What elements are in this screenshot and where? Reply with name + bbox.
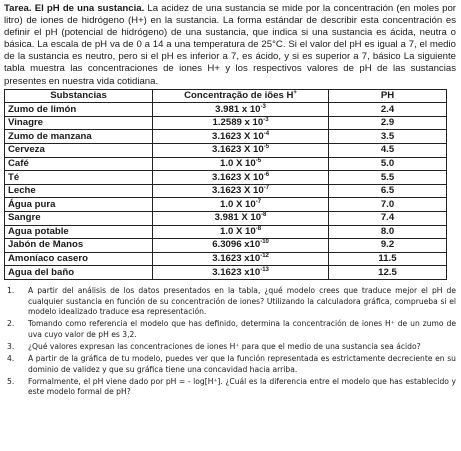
ph-value: 9.2 xyxy=(328,239,446,253)
question-item xyxy=(4,342,456,353)
ion-concentration xyxy=(153,212,329,226)
concentration-mantissa: 3.1623 X 10 xyxy=(211,130,264,142)
ion-concentration xyxy=(153,252,329,266)
ion-concentration xyxy=(153,103,329,117)
concentration-exponent: -10 xyxy=(260,239,269,246)
concentration-mantissa: 1.2589 x 10 xyxy=(212,117,264,129)
ph-value: 11.5 xyxy=(328,252,446,266)
table-header-row xyxy=(5,89,447,103)
ion-concentration xyxy=(153,266,329,280)
ion-concentration xyxy=(153,225,329,239)
question-list xyxy=(4,286,456,398)
ion-concentration xyxy=(153,130,329,144)
concentration-exponent: -8 xyxy=(261,212,267,219)
table-row xyxy=(5,266,447,280)
question-text: ¿Qué valores expresan las concentraciones de iones H⁺ para que el medio de una sustancia sea ácido? xyxy=(28,341,421,351)
table-row xyxy=(5,239,447,253)
concentration-mantissa: 3.1623 X 10 xyxy=(211,171,264,183)
task-title: Tarea. El pH de una sustancia. xyxy=(4,3,145,14)
question-item xyxy=(4,354,456,375)
ph-value: 12.5 xyxy=(328,266,446,280)
concentration-mantissa: 3.1623 x10 xyxy=(212,266,261,278)
substance-name: Vinagre xyxy=(5,116,153,130)
concentration-mantissa: 3.981 x 10 xyxy=(215,103,261,115)
table-row xyxy=(5,171,447,185)
ph-value: 5.5 xyxy=(328,171,446,185)
concentration-mantissa: 3.1623 x10 xyxy=(212,253,261,265)
concentration-exponent: -7 xyxy=(263,185,270,192)
substance-name: Amoníaco casero xyxy=(5,252,153,266)
ion-concentration xyxy=(153,116,329,130)
question-number: 5. xyxy=(7,376,15,386)
substance-name: Té xyxy=(5,171,153,185)
concentration-exponent: -4 xyxy=(263,130,270,137)
question-item xyxy=(4,286,456,318)
table-row xyxy=(5,157,447,171)
ph-value: 7.0 xyxy=(328,198,446,212)
concentration-mantissa: 1.0 X 10 xyxy=(219,198,256,210)
header-superscript: + xyxy=(293,89,297,96)
substance-name: Agua del baño xyxy=(5,266,153,280)
ph-value: 6.5 xyxy=(328,184,446,198)
question-text: Formalmente, el pH viene dado por pH = - log[H⁺]. ¿Cuál es la diferencia entre el modelo que has establecido y este modelo formal de pH? xyxy=(28,376,456,397)
ph-value: 7.4 xyxy=(328,212,446,226)
concentration-exponent: -3 xyxy=(260,103,266,110)
ion-concentration xyxy=(153,198,329,212)
substance-name: Zumo de limón xyxy=(5,103,153,117)
header-substances: Substancias xyxy=(5,89,153,103)
ion-concentration xyxy=(153,171,329,185)
concentration-exponent: -8 xyxy=(255,225,262,232)
concentration-mantissa: 6.3096 x10 xyxy=(212,239,261,251)
intro-body: La acidez de una sustancia se mide por la concentración (en moles por litro) de iones de hidrógeno (H+) en la sustancia. La forma estándar de describir esta concentración es definir el pH (potencial de hidrógeno) de una sustancia, que indica si una sustancia es ácida, neutra o básica. La escala de pH va de 0 a 14 a una temperatura de 25°C. Si el valor del pH es igual a 7, el medio de la sustancia es neutro, pero si el pH es inferior a 7, es ácido, y si es superior a 7, básico La siguiente tabla muestra las concentraciones de iones H+ y los respectivos valores de pH de las sustancias presentes en nuestra vida cotidiana. xyxy=(4,3,456,87)
question-number: 2. xyxy=(7,319,15,329)
concentration-exponent: -5 xyxy=(263,144,270,151)
table-row xyxy=(5,116,447,130)
ph-value: 4.5 xyxy=(328,144,446,158)
table-body xyxy=(5,103,447,280)
ph-value: 8.0 xyxy=(328,225,446,239)
substance-name: Cerveza xyxy=(5,144,153,158)
substance-name: Jabón de Manos xyxy=(5,239,153,253)
table-row xyxy=(5,252,447,266)
concentration-mantissa: 3.1623 X 10 xyxy=(211,185,264,197)
substance-name: Café xyxy=(5,157,153,171)
ph-value: 2.9 xyxy=(328,116,446,130)
table-row xyxy=(5,184,447,198)
header-concentration: Concentração de iões H+ xyxy=(153,89,329,103)
question-number: 3. xyxy=(7,341,15,351)
question-text: A partir del análisis de los datos presentados en la tabla, ¿qué modelo crees que traduce mejor el pH de cualquier sustancia en función de su concentración de iones? Utilizando la calculadora gráfica, comprueba si el modelo idealizado traduce esa representación. xyxy=(28,285,456,317)
ion-concentration xyxy=(153,157,329,171)
ph-value: 5.0 xyxy=(328,157,446,171)
ion-concentration xyxy=(153,239,329,253)
question-number: 1. xyxy=(7,285,15,295)
concentration-exponent: -13 xyxy=(260,266,269,273)
substance-name: Leche xyxy=(5,184,153,198)
question-item xyxy=(4,319,456,340)
concentration-exponent: -7 xyxy=(255,198,262,205)
question-text: A partir de la gráfica de tu modelo, puedes ver que la función representada es estrictamente decreciente en su dominio de validez y que su gráfica tiene una concavidad hacia arriba. xyxy=(28,354,456,374)
concentration-mantissa: 1.0 X 10 xyxy=(219,157,256,169)
table-row xyxy=(5,198,447,212)
table-row xyxy=(5,212,447,226)
substance-name: Zumo de manzana xyxy=(5,130,153,144)
question-text: Tomando como referencia el modelo que has definido, determina la concentración de iones H⁺ de un zumo de uva cuyo valor de pH es 3,2. xyxy=(28,319,456,339)
ion-concentration xyxy=(153,184,329,198)
question-number: 4. xyxy=(7,354,15,364)
table-row xyxy=(5,103,447,117)
concentration-exponent: -5 xyxy=(255,157,262,164)
ion-concentration xyxy=(153,144,329,158)
ph-value: 3.5 xyxy=(328,130,446,144)
question-item xyxy=(4,377,456,398)
concentration-mantissa: 3.981 X 10 xyxy=(214,212,262,224)
ph-value: 2.4 xyxy=(328,103,446,117)
concentration-mantissa: 1.0 X 10 xyxy=(219,225,256,237)
concentration-exponent: -3 xyxy=(263,117,269,124)
table-row xyxy=(5,130,447,144)
header-ph: PH xyxy=(328,89,446,103)
table-row xyxy=(5,225,447,239)
concentration-exponent: -12 xyxy=(260,253,269,260)
concentration-mantissa: 3.1623 X 10 xyxy=(211,144,264,156)
table-row xyxy=(5,144,447,158)
intro-paragraph xyxy=(4,3,456,88)
ph-table xyxy=(4,89,447,280)
substance-name: Água pura xyxy=(5,198,153,212)
concentration-exponent: -6 xyxy=(263,171,270,178)
substance-name: Agua potable xyxy=(5,225,153,239)
substance-name: Sangre xyxy=(5,212,153,226)
